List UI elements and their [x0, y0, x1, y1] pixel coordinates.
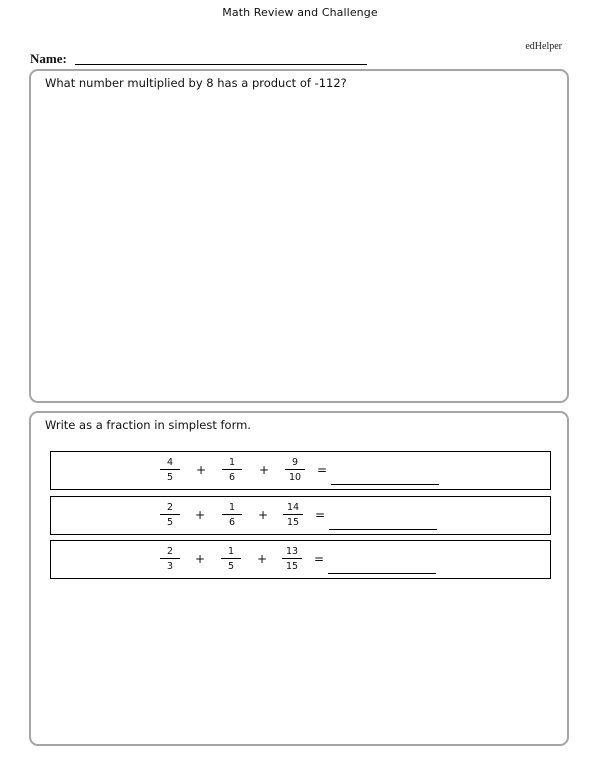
fraction-bar: [160, 469, 180, 470]
answer-line-2[interactable]: [329, 529, 437, 530]
answer-line-1[interactable]: [331, 484, 439, 485]
numerator: 1: [227, 546, 235, 557]
answer-line-3[interactable]: [328, 573, 436, 574]
brand-label: edHelper: [525, 41, 562, 52]
fraction-bar: [285, 469, 305, 470]
problem-2-instruction: Write as a fraction in simplest form.: [45, 418, 251, 432]
equation-row-1: [50, 451, 551, 490]
equals-operator: =: [317, 463, 328, 477]
denominator: 5: [166, 472, 174, 483]
numerator: 1: [228, 502, 236, 513]
denominator: 3: [166, 561, 174, 572]
fraction-1-1: [159, 457, 181, 483]
fraction-bar: [222, 469, 242, 470]
fraction-bar: [221, 558, 241, 559]
denominator: 6: [228, 472, 236, 483]
numerator: 2: [166, 546, 174, 557]
fraction-bar: [160, 558, 180, 559]
fraction-bar: [222, 514, 242, 515]
denominator: 5: [166, 517, 174, 528]
worksheet-title: Math Review and Challenge: [222, 6, 378, 19]
name-label: Name:: [30, 51, 67, 66]
denominator: 15: [285, 561, 299, 572]
problem-1-panel: [29, 69, 569, 403]
fraction-bar: [282, 558, 302, 559]
numerator: 4: [166, 457, 174, 468]
plus-operator: +: [257, 552, 268, 566]
denominator: 6: [228, 517, 236, 528]
denominator: 10: [288, 472, 302, 483]
plus-operator: +: [259, 463, 270, 477]
equals-operator: =: [315, 508, 326, 522]
plus-operator: +: [258, 508, 269, 522]
fraction-2-1: [159, 502, 181, 528]
denominator: 5: [227, 561, 235, 572]
name-answer-line[interactable]: [75, 64, 367, 65]
fraction-3-2: [220, 546, 242, 572]
fraction-3-3: [281, 546, 303, 572]
fraction-bar: [283, 514, 303, 515]
numerator: 9: [291, 457, 299, 468]
equation-row-3: [50, 540, 551, 579]
plus-operator: +: [195, 552, 206, 566]
fraction-2-3: [282, 502, 304, 528]
equals-operator: =: [314, 552, 325, 566]
numerator: 2: [166, 502, 174, 513]
numerator: 13: [285, 546, 299, 557]
problem-2-panel: [29, 411, 569, 746]
fraction-1-2: [221, 457, 243, 483]
numerator: 14: [286, 502, 300, 513]
equation-row-2: [50, 496, 551, 535]
numerator: 1: [228, 457, 236, 468]
plus-operator: +: [195, 508, 206, 522]
plus-operator: +: [196, 463, 207, 477]
fraction-1-3: [284, 457, 306, 483]
fraction-2-2: [221, 502, 243, 528]
denominator: 15: [286, 517, 300, 528]
problem-1-question: What number multiplied by 8 has a product of -112?: [45, 76, 347, 90]
fraction-3-1: [159, 546, 181, 572]
fraction-bar: [160, 514, 180, 515]
